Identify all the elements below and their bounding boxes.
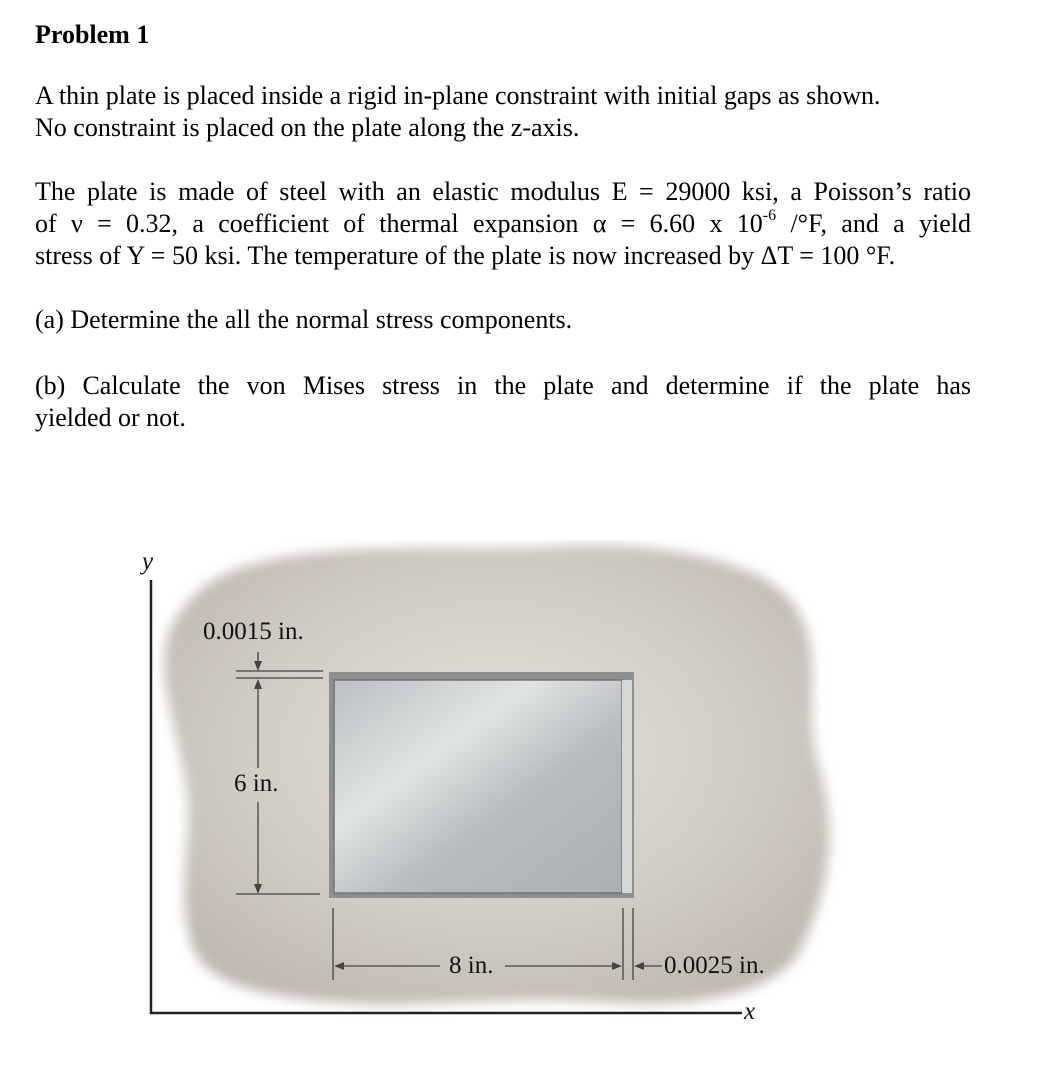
plate-constraint-figure <box>0 540 1042 1080</box>
steel-plate <box>334 680 622 893</box>
gap-right-label: 0.0025 in. <box>664 952 765 979</box>
material-line-2-text: of ν = 0.32, a coefficient of thermal expansion α = 6.60 x 10 <box>35 209 763 238</box>
exponent: -6 <box>762 207 777 224</box>
intro-line-1: A thin plate is placed inside a rigid in-plane constraint with initial gaps as shown. <box>35 81 881 110</box>
material-line-2 <box>35 208 971 240</box>
width-label: 8 in. <box>449 952 494 979</box>
right-gap <box>622 680 632 893</box>
part-b-line-1: (b) Calculate the von Mises stress in the plate and determine if the plate has <box>35 371 971 400</box>
part-b-line-2: yielded or not. <box>35 403 186 432</box>
x-axis-label: x <box>744 998 756 1025</box>
part-a-line: (a) Determine the all the normal stress components. <box>35 305 573 334</box>
height-label: 6 in. <box>234 770 279 797</box>
problem-title: Problem 1 <box>35 20 150 49</box>
material-properties-paragraph <box>35 176 971 272</box>
part-a-question <box>35 304 971 336</box>
material-line-2-tail: /°F, and a yield <box>776 209 971 238</box>
y-axis-label: y <box>142 548 154 575</box>
part-b-question <box>35 370 971 434</box>
figure-drawing <box>0 540 1042 1080</box>
material-line-3: stress of Y = 50 ksi. The temperature of the plate is now increased by ΔT = 100 °F. <box>35 241 896 270</box>
intro-line-2: No constraint is placed on the plate along the z-axis. <box>35 113 580 142</box>
material-line-1: The plate is made of steel with an elastic modulus E = 29000 ksi, a Poisson’s ratio <box>35 177 971 206</box>
gap-top-label: 0.0015 in. <box>203 618 304 645</box>
problem-intro-paragraph <box>35 80 971 144</box>
